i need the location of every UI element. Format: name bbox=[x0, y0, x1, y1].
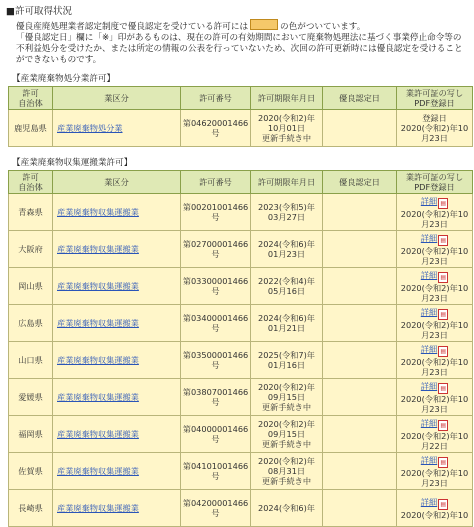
header-yuryo bbox=[323, 87, 397, 110]
highlight-swatch bbox=[250, 19, 278, 30]
cell-category bbox=[53, 453, 181, 490]
pdf-date: 2020(令和2)年10 月23日 bbox=[400, 245, 469, 266]
collection-permit-table bbox=[8, 170, 473, 527]
pdf-icon[interactable]: ▤ bbox=[438, 346, 448, 357]
pdf-icon[interactable]: ▤ bbox=[438, 198, 448, 209]
cell-category bbox=[53, 416, 181, 453]
table-header-row bbox=[9, 171, 473, 194]
header-expiry-label: 許可期限年月日 bbox=[257, 93, 316, 103]
category-link[interactable]: 産業廃棄物収集運搬業 bbox=[57, 429, 139, 439]
cell-category bbox=[53, 379, 181, 416]
pdf-date: 2020(令和2)年10 月23日 bbox=[400, 208, 469, 229]
cell-number: 第04000001466号 bbox=[181, 416, 251, 453]
cell-expiry: 2025(令和7)年 01月16日 bbox=[251, 342, 323, 379]
cell-category bbox=[53, 490, 181, 527]
pdf-date: 2020(令和2)年10 月23日 bbox=[400, 393, 469, 414]
table-row bbox=[9, 268, 473, 305]
cell-pdf bbox=[397, 342, 473, 379]
cell-number: 第02700001466号 bbox=[181, 231, 251, 268]
header-pdf bbox=[397, 171, 473, 194]
cell-number: 第03807001466号 bbox=[181, 379, 251, 416]
cell-expiry: 2020(令和2)年 10月01日 更新手続き中 bbox=[251, 110, 323, 147]
cell-pdf bbox=[397, 231, 473, 268]
cell-pref: 大阪府 bbox=[9, 231, 53, 268]
detail-link[interactable]: 詳細 bbox=[420, 306, 438, 317]
cell-yuryo bbox=[323, 453, 397, 490]
pdf-icon[interactable]: ▤ bbox=[438, 383, 448, 394]
category-link[interactable]: 産業廃棄物収集運搬業 bbox=[57, 503, 139, 513]
description-line2: 「優良認定日」欄に「※」印があるものは、現在の許可の有効期間において廃棄物処理法に基づく事業停止命令等の不利益処分を受けたか、または所定の情報の公表を行っていないため、次回の許可更新時には優良認定を受けることができないものです。 bbox=[16, 33, 463, 65]
header-category-label: 業区分 bbox=[104, 93, 129, 103]
cell-yuryo bbox=[323, 342, 397, 379]
header-number bbox=[181, 87, 251, 110]
header-pref bbox=[9, 87, 53, 110]
detail-link[interactable]: 詳細 bbox=[420, 232, 438, 243]
pdf-date: 2020(令和2)年10 bbox=[400, 509, 469, 520]
cell-yuryo bbox=[323, 231, 397, 268]
detail-link[interactable]: 詳細 bbox=[420, 343, 438, 354]
detail-link[interactable]: 詳細 bbox=[420, 380, 438, 391]
cell-pref: 長崎県 bbox=[9, 490, 53, 527]
cell-pdf bbox=[397, 305, 473, 342]
cell-pref: 佐賀県 bbox=[9, 453, 53, 490]
table-row bbox=[9, 231, 473, 268]
description-line1-post: の色がついています。 bbox=[280, 22, 366, 32]
table-header-row bbox=[9, 87, 473, 110]
pdf-date: 2020(令和2)年10 月23日 bbox=[400, 356, 469, 377]
category-link[interactable]: 産業廃棄物収集運搬業 bbox=[57, 281, 139, 291]
detail-link[interactable]: 詳細 bbox=[420, 496, 438, 507]
cell-number: 第04101001466号 bbox=[181, 453, 251, 490]
detail-link[interactable]: 詳細 bbox=[420, 454, 438, 465]
header-yuryo bbox=[323, 171, 397, 194]
cell-pref: 山口県 bbox=[9, 342, 53, 379]
pdf-icon[interactable]: ▤ bbox=[438, 235, 448, 246]
table-row bbox=[9, 342, 473, 379]
cell-yuryo bbox=[323, 194, 397, 231]
cell-yuryo bbox=[323, 110, 397, 147]
header-number bbox=[181, 171, 251, 194]
cell-pdf bbox=[397, 194, 473, 231]
cell-expiry: 2020(令和2)年 08月31日 更新手続き中 bbox=[251, 453, 323, 490]
cell-expiry: 2020(令和2)年 09月15日 更新手続き中 bbox=[251, 416, 323, 453]
cell-expiry: 2024(令和6)年 01月23日 bbox=[251, 231, 323, 268]
pdf-date: 2020(令和2)年10 月23日 bbox=[400, 467, 469, 488]
cell-number: 第04620001466号 bbox=[181, 110, 251, 147]
header-pdf bbox=[397, 87, 473, 110]
header-category-label: 業区分 bbox=[104, 177, 129, 187]
table-row bbox=[9, 305, 473, 342]
category-link[interactable]: 産業廃棄物収集運搬業 bbox=[57, 244, 139, 254]
category-link[interactable]: 産業廃棄物収集運搬業 bbox=[57, 207, 139, 217]
header-yuryo-label: 優良認定日 bbox=[339, 177, 380, 187]
header-category bbox=[53, 171, 181, 194]
cell-expiry: 2023(令和5)年 03月27日 bbox=[251, 194, 323, 231]
description bbox=[16, 19, 470, 66]
cell-category bbox=[53, 194, 181, 231]
cell-expiry: 2022(令和4)年 05月16日 bbox=[251, 268, 323, 305]
header-pref-label: 許可 自治体 bbox=[18, 88, 43, 108]
table-row bbox=[9, 379, 473, 416]
cell-pdf bbox=[397, 453, 473, 490]
detail-link[interactable]: 詳細 bbox=[420, 195, 438, 206]
cell-yuryo bbox=[323, 305, 397, 342]
section2-title: 【産業廃棄物収集運搬業許可】 bbox=[12, 158, 133, 168]
pdf-icon[interactable]: ▤ bbox=[438, 420, 448, 431]
category-link[interactable]: 産業廃棄物収集運搬業 bbox=[57, 318, 139, 328]
cell-category bbox=[53, 268, 181, 305]
header-pref-label: 許可 自治体 bbox=[18, 172, 43, 192]
cell-number: 第03400001466号 bbox=[181, 305, 251, 342]
pdf-icon[interactable]: ▤ bbox=[438, 499, 448, 510]
cell-pdf bbox=[397, 268, 473, 305]
cell-category bbox=[53, 342, 181, 379]
table-row bbox=[9, 110, 473, 147]
cell-pdf bbox=[397, 490, 473, 527]
header-category bbox=[53, 87, 181, 110]
cell-pref: 愛媛県 bbox=[9, 379, 53, 416]
cell-expiry: 2024(令和6)年 01月21日 bbox=[251, 305, 323, 342]
description-line1-pre: 優良産廃処理業者認定制度で優良認定を受けている許可には bbox=[16, 22, 249, 32]
category-link[interactable]: 産業廃棄物収集運搬業 bbox=[57, 392, 139, 402]
cell-pref: 岡山県 bbox=[9, 268, 53, 305]
cell-yuryo bbox=[323, 268, 397, 305]
cell-pref: 福岡県 bbox=[9, 416, 53, 453]
cell-pdf bbox=[397, 416, 473, 453]
cell-number: 第03500001466号 bbox=[181, 342, 251, 379]
cell-expiry: 2024(令和6)年 bbox=[251, 490, 323, 527]
cell-pref: 広島県 bbox=[9, 305, 53, 342]
cell-yuryo bbox=[323, 490, 397, 527]
table-row bbox=[9, 194, 473, 231]
cell-yuryo bbox=[323, 416, 397, 453]
header-number-label: 許可番号 bbox=[199, 177, 232, 187]
category-link[interactable]: 産業廃棄物収集運搬業 bbox=[57, 355, 139, 365]
cell-pref: 青森県 bbox=[9, 194, 53, 231]
cell-category bbox=[53, 231, 181, 268]
detail-link[interactable]: 詳細 bbox=[420, 269, 438, 280]
header-expiry bbox=[251, 87, 323, 110]
cell-number: 第03300001466号 bbox=[181, 268, 251, 305]
pdf-date: 2020(令和2)年10 月23日 bbox=[400, 282, 469, 303]
pdf-icon[interactable]: ▤ bbox=[438, 309, 448, 320]
cell-pdf: 登録日 2020(令和2)年10 月23日 bbox=[397, 110, 473, 147]
cell-yuryo bbox=[323, 379, 397, 416]
cell-pref: 鹿児島県 bbox=[9, 110, 53, 147]
header-yuryo-label: 優良認定日 bbox=[339, 93, 380, 103]
disposal-permit-table bbox=[8, 86, 473, 147]
header-pref bbox=[9, 171, 53, 194]
table-row bbox=[9, 416, 473, 453]
header-number-label: 許可番号 bbox=[199, 93, 232, 103]
table-row bbox=[9, 453, 473, 490]
cell-number: 第04200001466号 bbox=[181, 490, 251, 527]
cell-expiry: 2020(令和2)年 09月15日 更新手続き中 bbox=[251, 379, 323, 416]
header-pdf-label: 業許可証の写し PDF登録日 bbox=[405, 172, 464, 192]
pdf-icon[interactable]: ▤ bbox=[438, 272, 448, 283]
pdf-date: 2020(令和2)年10 月22日 bbox=[400, 430, 469, 451]
category-link[interactable]: 産業廃棄物処分業 bbox=[57, 123, 123, 133]
cell-pdf bbox=[397, 379, 473, 416]
header-expiry-label: 許可期限年月日 bbox=[257, 177, 316, 187]
cell-number: 第00201001466号 bbox=[181, 194, 251, 231]
pdf-date: 2020(令和2)年10 月23日 bbox=[400, 319, 469, 340]
table-row bbox=[9, 490, 473, 527]
header-pdf-label: 業許可証の写し PDF登録日 bbox=[405, 88, 464, 108]
detail-link[interactable]: 詳細 bbox=[420, 417, 438, 428]
section-heading: ■許可取得状況 bbox=[6, 6, 72, 17]
header-expiry bbox=[251, 171, 323, 194]
cell-category bbox=[53, 305, 181, 342]
section1-title: 【産業廃棄物処分業許可】 bbox=[12, 74, 116, 84]
category-link[interactable]: 産業廃棄物収集運搬業 bbox=[57, 466, 139, 476]
pdf-icon[interactable]: ▤ bbox=[438, 457, 448, 468]
cell-category bbox=[53, 110, 181, 147]
